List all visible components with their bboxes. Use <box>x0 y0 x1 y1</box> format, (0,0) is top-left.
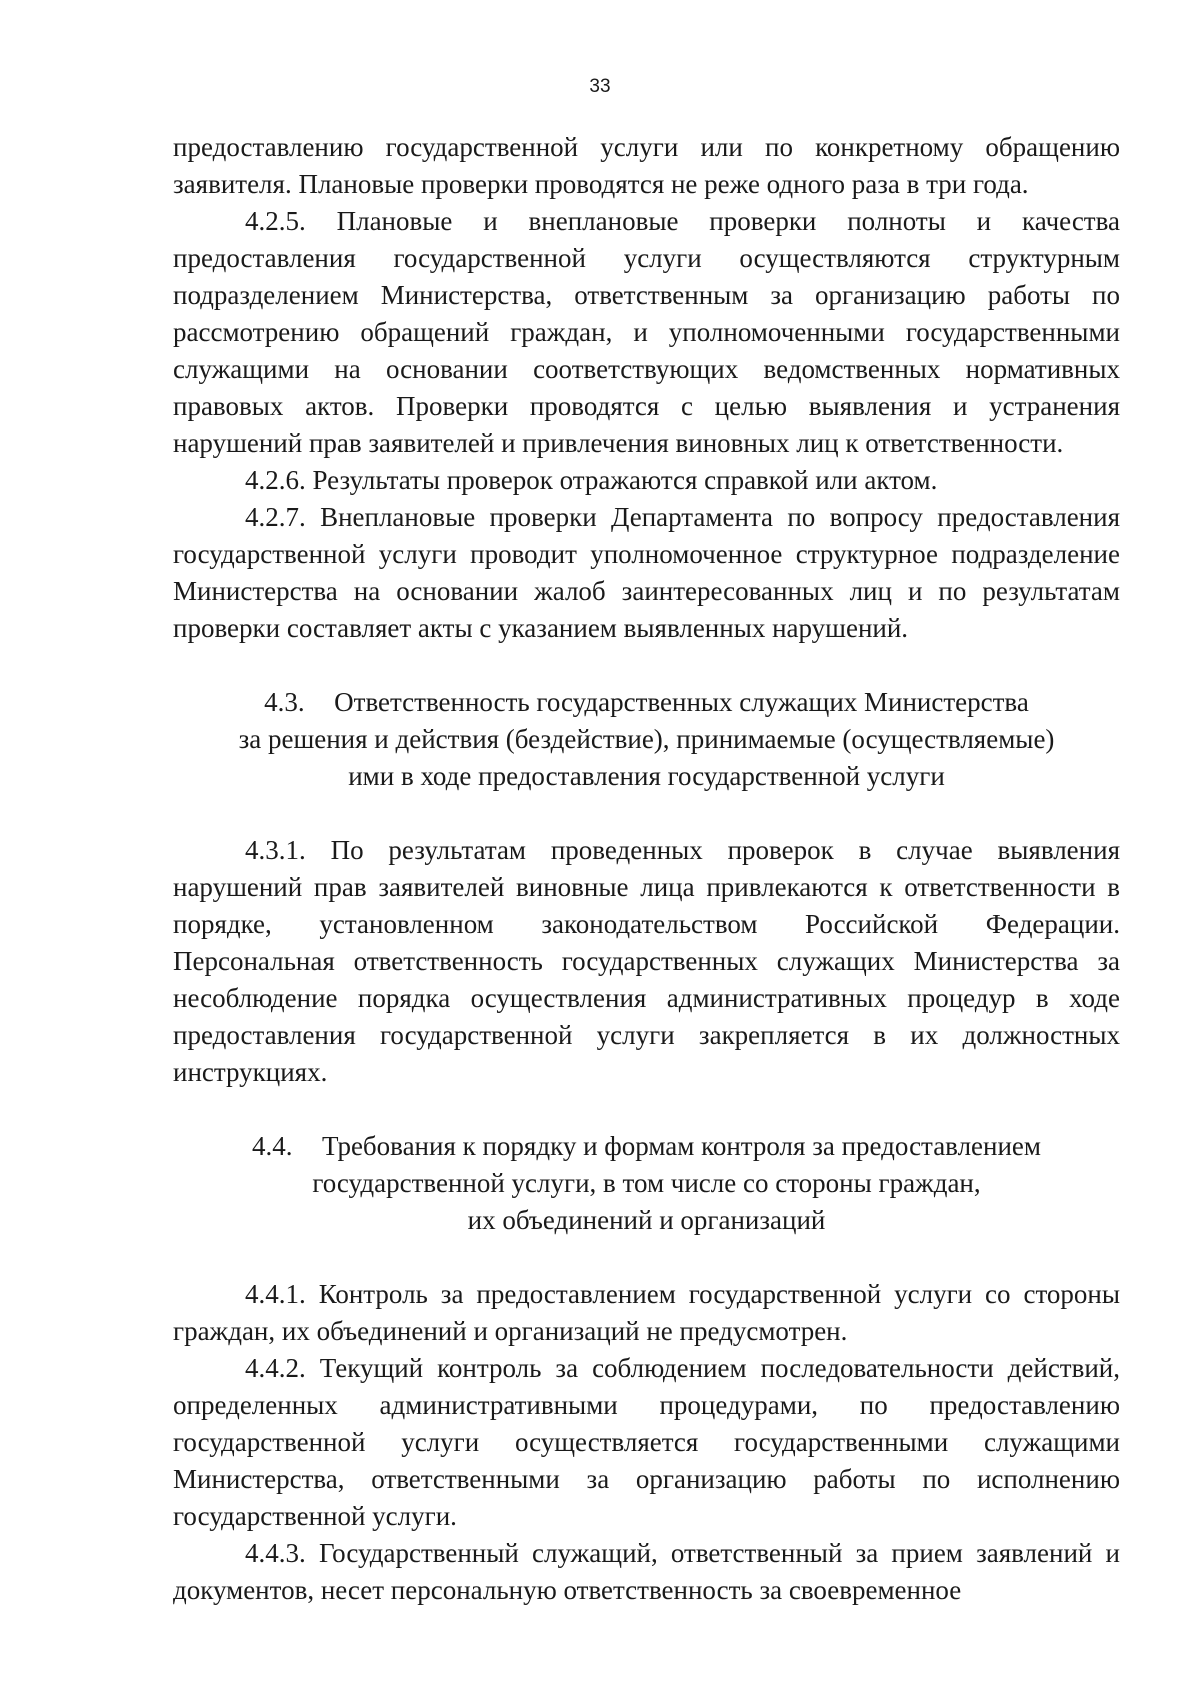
paragraph-4-2-6: 4.2.6. Результаты проверок отражаются справкой или актом. <box>245 465 938 495</box>
document-body <box>173 129 1120 1609</box>
section-number: 4.3. <box>264 687 305 717</box>
section-heading-4-3 <box>173 684 1120 795</box>
paragraph-4-4-1: 4.4.1. Контроль за предоставлением государственной услуги со стороны граждан, их объединений и организаций не предусмотрен. <box>173 1279 1120 1346</box>
section-heading-4-4 <box>173 1128 1120 1239</box>
section-number: 4.4. <box>251 1131 293 1161</box>
paragraph-continuation: предоставлению государственной услуги или по конкретному обращению заявителя. Плановые проверки проводятся не реже одного раза в три года. <box>173 132 1120 199</box>
section-heading-line <box>173 1128 1120 1165</box>
section-heading-line: их объединений и организаций <box>467 1205 826 1235</box>
page-number: 33 <box>589 76 611 97</box>
section-heading-line: ими в ходе предоставления государственной услуги <box>348 761 945 791</box>
paragraph-4-3-1: 4.3.1. По результатам проведенных проверок в случае выявления нарушений прав заявителей виновные лица привлекаются к ответственности в порядке, установленном законодательством Российской Федерации. Персональная ответственность государственных служащих Министерства за несоблюдение порядка осуществления административных процедур в ходе предоставления государственной услуги закрепляется в их должностных инструкциях. <box>173 835 1120 1087</box>
paragraph-4-4-2: 4.4.2. Текущий контроль за соблюдением последовательности действий, определенных административными процедурами, по предоставлению государственной услуги осуществляется государственными служащими Министерства, ответственными за организацию работы по исполнению государственной услуги. <box>173 1353 1120 1531</box>
section-heading-line <box>173 684 1120 721</box>
paragraph-4-4-3: 4.4.3. Государственный служащий, ответственный за прием заявлений и документов, несет персональную ответственность за своевременное <box>173 1538 1120 1605</box>
section-title-text: Требования к порядку и формам контроля за предоставлением <box>321 1131 1041 1161</box>
paragraph-4-2-7: 4.2.7. Внеплановые проверки Департамента по вопросу предоставления государственной услуги проводит уполномоченное структурное подразделение Министерства на основании жалоб заинтересованных лиц и по результатам проверки составляет акты с указанием выявленных нарушений. <box>173 502 1120 643</box>
section-heading-line: за решения и действия (бездействие), принимаемые (осуществляемые) <box>238 724 1055 754</box>
paragraph-4-2-5: 4.2.5. Плановые и внеплановые проверки полноты и качества предоставления государственной услуги осуществляются структурным подразделением Министерства, ответственным за организацию работы по рассмотрению обращений граждан, и уполномоченными государственными служащими на основании соответствующих ведомственных нормативных правовых актов. Проверки проводятся с целью выявления и устранения нарушений прав заявителей и привлечения виновных лиц к ответственности. <box>173 206 1120 458</box>
section-title-text: Ответственность государственных служащих Министерства <box>334 687 1029 717</box>
section-heading-line: государственной услуги, в том числе со стороны граждан, <box>312 1168 981 1198</box>
